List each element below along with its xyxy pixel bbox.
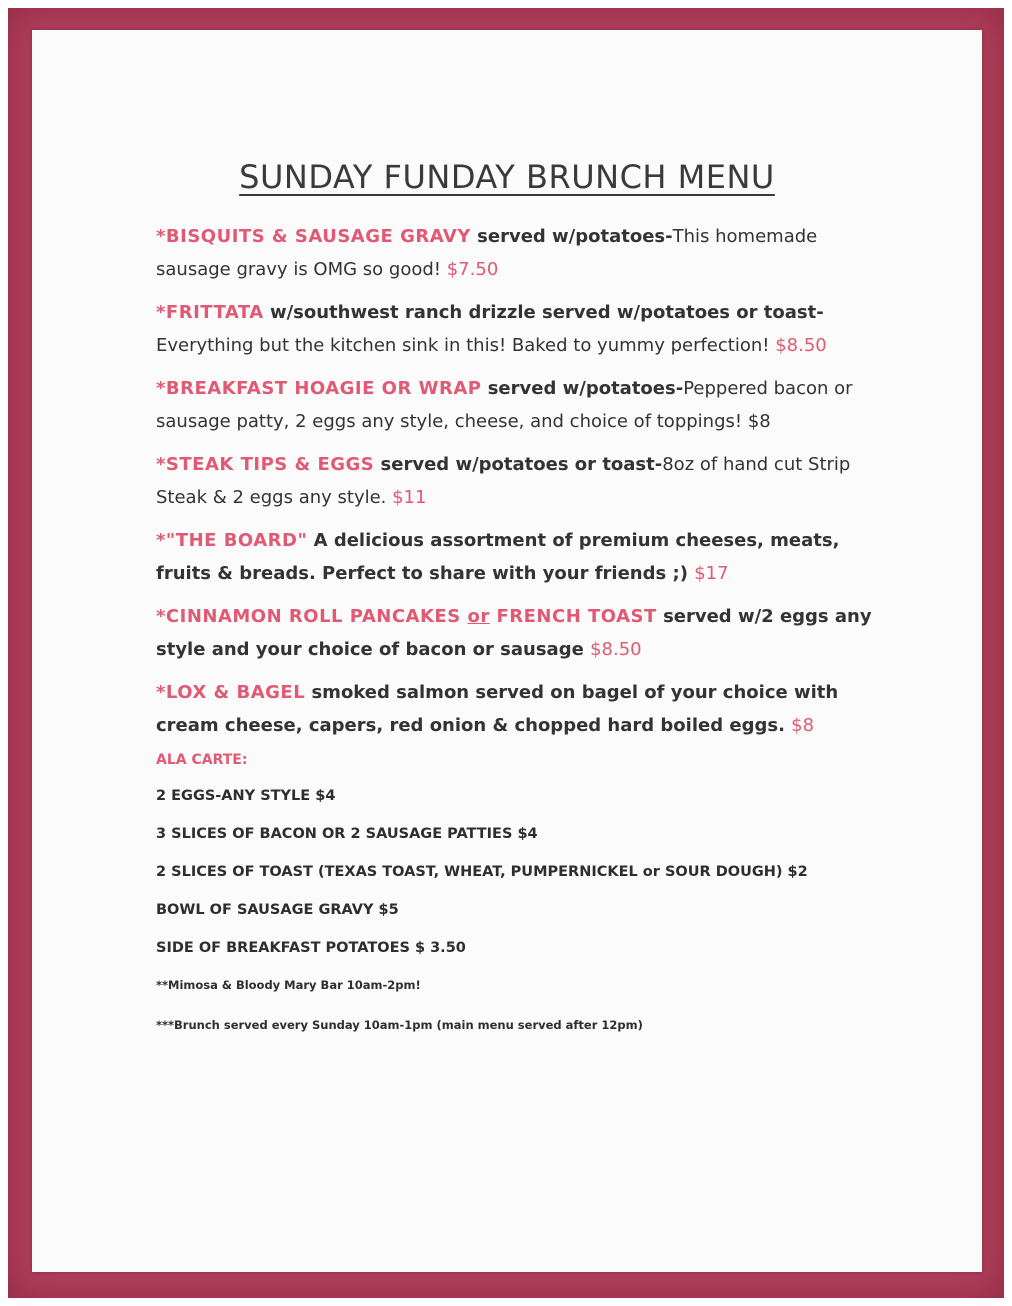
item-price: $7.50 (446, 259, 499, 280)
item-description: Everything but the kitchen sink in this! Baked to yummy perfection! (156, 335, 776, 356)
item-description: 8oz of hand cut Strip Steak & 2 eggs any style. (156, 454, 851, 508)
item-description: This homemade sausage gravy is OMG so good! (156, 226, 818, 280)
menu-item-hoagie (156, 372, 881, 438)
item-price: $11 (392, 487, 427, 508)
item-price: $8 (747, 411, 771, 432)
ala-carte-item: 3 SLICES OF BACON OR 2 SAUSAGE PATTIES $4 (156, 826, 538, 842)
item-price: $8.50 (590, 639, 642, 660)
item-name: *CINNAMON ROLL PANCAKES (156, 606, 468, 627)
menu-item-steak-tips (156, 448, 881, 514)
menu-item-frittata (156, 296, 881, 362)
item-description: A delicious assortment of premium cheeses, meats, fruits & breads. Perfect to share with your friends ;) (156, 530, 840, 584)
item-name-or: or (467, 606, 490, 627)
ala-carte-item: SIDE OF BREAKFAST POTATOES $ 3.50 (156, 940, 466, 956)
item-serving: served w/potatoes or toast- (374, 454, 663, 475)
ala-carte-title: ALA CARTE: (156, 752, 248, 768)
item-name: *STEAK TIPS & EGGS (156, 454, 375, 475)
item-price: $8 (791, 715, 815, 736)
item-description: smoked salmon served on bagel of your choice with cream cheese, capers, red onion & chopped hard boiled eggs. (156, 682, 839, 736)
note-brunch-hours: ***Brunch served every Sunday 10am-1pm (main menu served after 12pm) (156, 1018, 643, 1032)
menu-title: SUNDAY FUNDAY BRUNCH MENU (239, 158, 775, 196)
menu-item-biscuits (156, 220, 881, 286)
ala-carte-item: 2 SLICES OF TOAST (TEXAS TOAST, WHEAT, PUMPERNICKEL or SOUR DOUGH) $2 (156, 864, 808, 880)
ala-carte-item: 2 EGGS-ANY STYLE $4 (156, 788, 336, 804)
item-name: *BREAKFAST HOAGIE OR WRAP (156, 378, 482, 399)
note-mimosa-bar: **Mimosa & Bloody Mary Bar 10am-2pm! (156, 978, 421, 992)
menu-content (156, 220, 881, 1058)
menu-item-the-board (156, 524, 881, 590)
item-price: $17 (694, 563, 729, 584)
item-name-2: FRENCH TOAST (489, 606, 657, 627)
item-serving: served w/potatoes- (470, 226, 673, 247)
ala-carte-item: BOWL OF SAUSAGE GRAVY $5 (156, 902, 399, 918)
item-serving: served w/potatoes- (481, 378, 684, 399)
item-price: $8.50 (775, 335, 827, 356)
item-name: *FRITTATA (156, 302, 264, 323)
menu-page (32, 30, 982, 1272)
menu-item-lox-bagel (156, 676, 881, 742)
item-name: *"THE BOARD" (156, 530, 308, 551)
item-name: *LOX & BAGEL (156, 682, 306, 703)
menu-item-cinnamon-roll (156, 600, 881, 666)
item-name: *BISQUITS & SAUSAGE GRAVY (156, 226, 471, 247)
item-description: served w/2 eggs any style and your choice of bacon or sausage (156, 606, 872, 660)
item-description: Peppered bacon or sausage patty, 2 eggs any style, cheese, and choice of toppings! (156, 378, 853, 432)
item-serving: w/southwest ranch drizzle served w/potatoes or toast- (263, 302, 824, 323)
